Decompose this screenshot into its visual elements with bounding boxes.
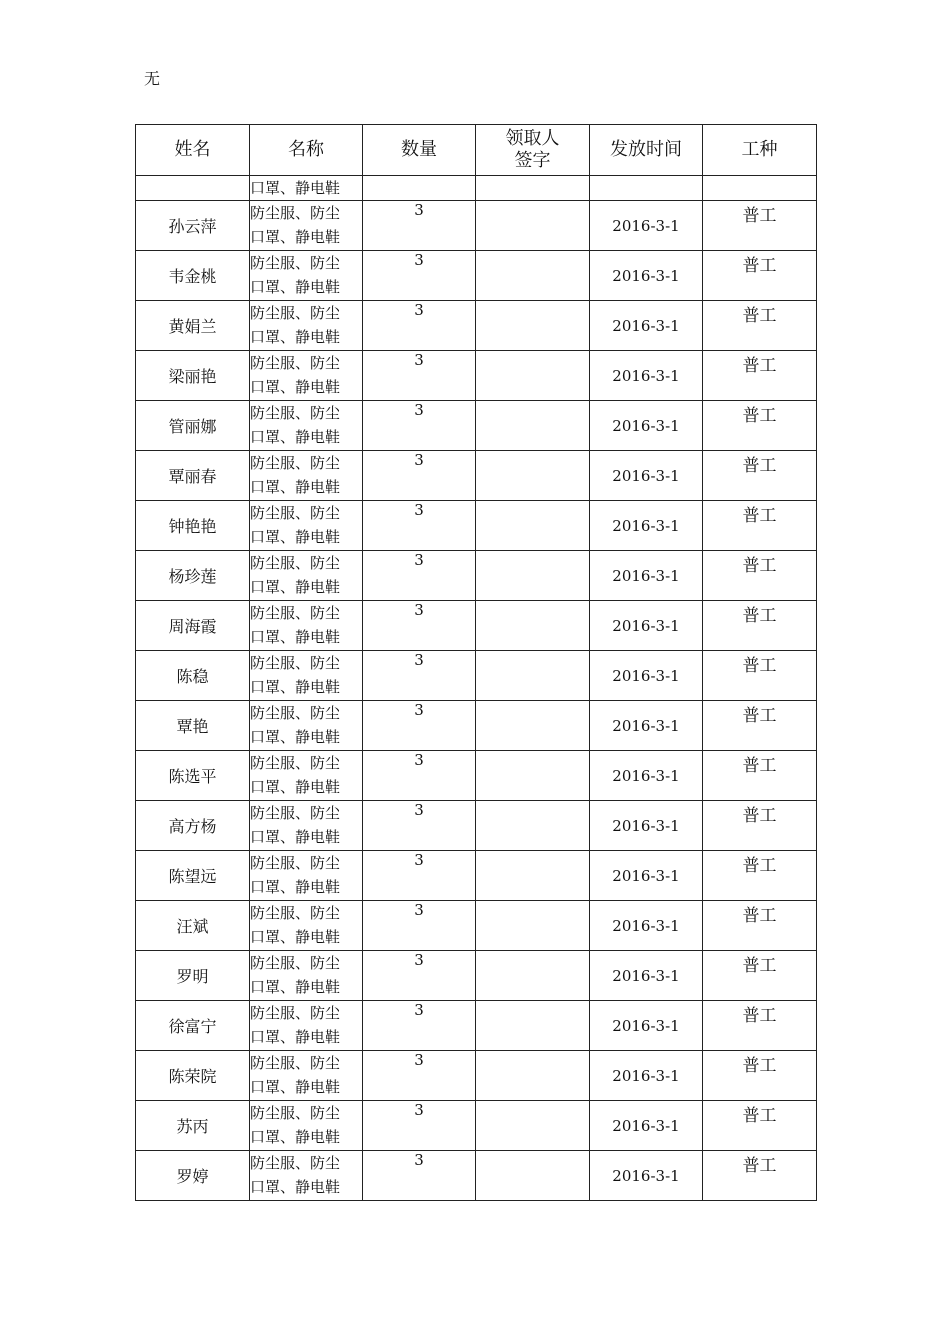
name-cell: 杨珍莲 xyxy=(136,551,250,601)
item-cell xyxy=(250,501,363,551)
type-cell: 普工 xyxy=(703,1051,817,1101)
qty-cell: 3 xyxy=(363,951,476,1001)
header-item: 名称 xyxy=(250,125,363,176)
table-row xyxy=(136,401,817,451)
item-cell xyxy=(250,351,363,401)
table-row xyxy=(136,451,817,501)
name-cell: 罗婷 xyxy=(136,1151,250,1201)
date-cell: 2016-3-1 xyxy=(590,801,703,851)
item-line-2: 口罩、静电鞋 xyxy=(250,278,341,296)
table-row xyxy=(136,201,817,251)
name-cell: 梁丽艳 xyxy=(136,351,250,401)
signature-cell[interactable] xyxy=(476,451,590,501)
name-cell: 高方杨 xyxy=(136,801,250,851)
item-cell xyxy=(250,1001,363,1051)
item-cell xyxy=(250,551,363,601)
type-cell: 普工 xyxy=(703,801,817,851)
item-cell xyxy=(250,751,363,801)
item-cell xyxy=(250,201,363,251)
item-line-1: 防尘服、防尘 xyxy=(250,504,341,522)
item-line-2: 口罩、静电鞋 xyxy=(250,478,341,496)
signature-cell[interactable] xyxy=(476,601,590,651)
continued-type-cell xyxy=(703,176,817,201)
table-row xyxy=(136,551,817,601)
item-line-2: 口罩、静电鞋 xyxy=(250,828,341,846)
header-signature-line2: 签字 xyxy=(514,150,551,171)
item-cell xyxy=(250,451,363,501)
item-cell xyxy=(250,651,363,701)
date-cell: 2016-3-1 xyxy=(590,601,703,651)
table-header-row xyxy=(136,125,817,176)
date-cell: 2016-3-1 xyxy=(590,1001,703,1051)
signature-cell[interactable] xyxy=(476,351,590,401)
item-line-2: 口罩、静电鞋 xyxy=(250,428,341,446)
signature-cell[interactable] xyxy=(476,701,590,751)
signature-cell[interactable] xyxy=(476,1101,590,1151)
date-cell: 2016-3-1 xyxy=(590,351,703,401)
table-row xyxy=(136,1151,817,1201)
continued-row xyxy=(136,176,817,201)
item-line-2: 口罩、静电鞋 xyxy=(250,978,341,996)
item-cell xyxy=(250,301,363,351)
item-line-1: 防尘服、防尘 xyxy=(250,854,341,872)
table-row xyxy=(136,751,817,801)
name-cell: 陈选平 xyxy=(136,751,250,801)
name-cell: 罗明 xyxy=(136,951,250,1001)
qty-cell: 3 xyxy=(363,801,476,851)
item-line-2: 口罩、静电鞋 xyxy=(250,728,341,746)
qty-cell: 3 xyxy=(363,251,476,301)
name-cell: 汪斌 xyxy=(136,901,250,951)
date-cell: 2016-3-1 xyxy=(590,1151,703,1201)
top-note: 无 xyxy=(144,69,161,88)
type-cell: 普工 xyxy=(703,1151,817,1201)
qty-cell: 3 xyxy=(363,1001,476,1051)
qty-cell: 3 xyxy=(363,1151,476,1201)
item-line-1: 防尘服、防尘 xyxy=(250,354,341,372)
table-row xyxy=(136,251,817,301)
type-cell: 普工 xyxy=(703,551,817,601)
signature-cell[interactable] xyxy=(476,551,590,601)
qty-cell: 3 xyxy=(363,1101,476,1151)
item-line-1: 防尘服、防尘 xyxy=(250,304,341,322)
item-line-1: 防尘服、防尘 xyxy=(250,954,341,972)
type-cell: 普工 xyxy=(703,251,817,301)
name-cell: 陈稳 xyxy=(136,651,250,701)
item-cell xyxy=(250,701,363,751)
type-cell: 普工 xyxy=(703,501,817,551)
date-cell: 2016-3-1 xyxy=(590,751,703,801)
item-line-2: 口罩、静电鞋 xyxy=(250,528,341,546)
qty-cell: 3 xyxy=(363,901,476,951)
name-cell: 覃丽春 xyxy=(136,451,250,501)
item-line-1: 防尘服、防尘 xyxy=(250,1054,341,1072)
date-cell: 2016-3-1 xyxy=(590,201,703,251)
type-cell: 普工 xyxy=(703,651,817,701)
qty-cell: 3 xyxy=(363,551,476,601)
item-line-1: 防尘服、防尘 xyxy=(250,554,341,572)
date-cell: 2016-3-1 xyxy=(590,551,703,601)
header-signature-line1: 领取人 xyxy=(505,128,560,149)
signature-cell[interactable] xyxy=(476,1051,590,1101)
name-cell: 周海霞 xyxy=(136,601,250,651)
table-row xyxy=(136,651,817,701)
item-cell xyxy=(250,851,363,901)
type-cell: 普工 xyxy=(703,1101,817,1151)
table-row xyxy=(136,701,817,751)
date-cell: 2016-3-1 xyxy=(590,1051,703,1101)
qty-cell: 3 xyxy=(363,201,476,251)
qty-cell: 3 xyxy=(363,751,476,801)
qty-cell: 3 xyxy=(363,851,476,901)
item-line-2: 口罩、静电鞋 xyxy=(250,1078,341,1096)
item-line-2: 口罩、静电鞋 xyxy=(250,778,341,796)
item-line-1: 防尘服、防尘 xyxy=(250,904,341,922)
continued-name-cell xyxy=(136,176,250,201)
qty-cell: 3 xyxy=(363,451,476,501)
item-line-1: 防尘服、防尘 xyxy=(250,1154,341,1172)
signature-cell[interactable] xyxy=(476,401,590,451)
qty-cell: 3 xyxy=(363,651,476,701)
table-row xyxy=(136,501,817,551)
date-cell: 2016-3-1 xyxy=(590,251,703,301)
signature-cell[interactable] xyxy=(476,1151,590,1201)
signature-cell[interactable] xyxy=(476,651,590,701)
table-row xyxy=(136,1051,817,1101)
table-row xyxy=(136,301,817,351)
table-row xyxy=(136,351,817,401)
item-cell xyxy=(250,951,363,1001)
type-cell: 普工 xyxy=(703,751,817,801)
header-name: 姓名 xyxy=(136,125,250,176)
qty-cell: 3 xyxy=(363,701,476,751)
name-cell: 孙云萍 xyxy=(136,201,250,251)
item-cell xyxy=(250,801,363,851)
type-cell: 普工 xyxy=(703,351,817,401)
header-signature xyxy=(476,125,590,176)
qty-cell: 3 xyxy=(363,601,476,651)
type-cell: 普工 xyxy=(703,601,817,651)
item-line-1: 防尘服、防尘 xyxy=(250,804,341,822)
item-cell xyxy=(250,251,363,301)
qty-cell: 3 xyxy=(363,501,476,551)
item-cell xyxy=(250,1151,363,1201)
type-cell: 普工 xyxy=(703,451,817,501)
item-line-2: 口罩、静电鞋 xyxy=(250,578,341,596)
type-cell: 普工 xyxy=(703,301,817,351)
item-line-1: 防尘服、防尘 xyxy=(250,704,341,722)
continued-item-cell: 口罩、静电鞋 xyxy=(250,176,363,201)
table-row xyxy=(136,1001,817,1051)
item-line-2: 口罩、静电鞋 xyxy=(250,678,341,696)
item-line-1: 防尘服、防尘 xyxy=(250,454,341,472)
signature-cell[interactable] xyxy=(476,801,590,851)
header-qty: 数量 xyxy=(363,125,476,176)
qty-cell: 3 xyxy=(363,351,476,401)
type-cell: 普工 xyxy=(703,851,817,901)
name-cell: 黄娟兰 xyxy=(136,301,250,351)
name-cell: 韦金桃 xyxy=(136,251,250,301)
qty-cell: 3 xyxy=(363,301,476,351)
item-line-2: 口罩、静电鞋 xyxy=(250,328,341,346)
item-cell xyxy=(250,401,363,451)
continued-date-cell xyxy=(590,176,703,201)
type-cell: 普工 xyxy=(703,1001,817,1051)
signature-cell[interactable] xyxy=(476,501,590,551)
item-cell xyxy=(250,901,363,951)
item-line-2: 口罩、静电鞋 xyxy=(250,628,341,646)
signature-cell[interactable] xyxy=(476,1001,590,1051)
item-cell xyxy=(250,601,363,651)
name-cell: 陈荣院 xyxy=(136,1051,250,1101)
date-cell: 2016-3-1 xyxy=(590,401,703,451)
date-cell: 2016-3-1 xyxy=(590,501,703,551)
item-line-2: 口罩、静电鞋 xyxy=(250,228,341,246)
name-cell: 苏丙 xyxy=(136,1101,250,1151)
date-cell: 2016-3-1 xyxy=(590,451,703,501)
signature-cell[interactable] xyxy=(476,301,590,351)
date-cell: 2016-3-1 xyxy=(590,701,703,751)
date-cell: 2016-3-1 xyxy=(590,1101,703,1151)
table-row xyxy=(136,601,817,651)
header-type: 工种 xyxy=(703,125,817,176)
table-row xyxy=(136,851,817,901)
item-line-2: 口罩、静电鞋 xyxy=(250,1128,341,1146)
item-cell xyxy=(250,1101,363,1151)
header-date: 发放时间 xyxy=(590,125,703,176)
signature-cell[interactable] xyxy=(476,951,590,1001)
name-cell: 陈望远 xyxy=(136,851,250,901)
item-line-2: 口罩、静电鞋 xyxy=(250,378,341,396)
continued-qty-cell xyxy=(363,176,476,201)
item-line-2: 口罩、静电鞋 xyxy=(250,878,341,896)
distribution-table xyxy=(135,124,817,1201)
item-line-2: 口罩、静电鞋 xyxy=(250,1178,341,1196)
item-line-1: 防尘服、防尘 xyxy=(250,754,341,772)
name-cell: 覃艳 xyxy=(136,701,250,751)
signature-cell[interactable] xyxy=(476,201,590,251)
signature-cell[interactable] xyxy=(476,251,590,301)
signature-cell[interactable] xyxy=(476,851,590,901)
item-line-2: 口罩、静电鞋 xyxy=(250,1028,341,1046)
type-cell: 普工 xyxy=(703,701,817,751)
table-row xyxy=(136,951,817,1001)
name-cell: 徐富宁 xyxy=(136,1001,250,1051)
item-line-1: 防尘服、防尘 xyxy=(250,1104,341,1122)
item-cell xyxy=(250,1051,363,1101)
item-line-2: 口罩、静电鞋 xyxy=(250,928,341,946)
item-line-1: 防尘服、防尘 xyxy=(250,654,341,672)
date-cell: 2016-3-1 xyxy=(590,851,703,901)
signature-cell[interactable] xyxy=(476,901,590,951)
item-line-1: 防尘服、防尘 xyxy=(250,404,341,422)
item-line-1: 防尘服、防尘 xyxy=(250,604,341,622)
qty-cell: 3 xyxy=(363,401,476,451)
qty-cell: 3 xyxy=(363,1051,476,1101)
table-row xyxy=(136,801,817,851)
table-row xyxy=(136,901,817,951)
type-cell: 普工 xyxy=(703,401,817,451)
item-line-1: 防尘服、防尘 xyxy=(250,1004,341,1022)
type-cell: 普工 xyxy=(703,901,817,951)
continued-sign-cell xyxy=(476,176,590,201)
date-cell: 2016-3-1 xyxy=(590,951,703,1001)
type-cell: 普工 xyxy=(703,951,817,1001)
name-cell: 钟艳艳 xyxy=(136,501,250,551)
type-cell: 普工 xyxy=(703,201,817,251)
signature-cell[interactable] xyxy=(476,751,590,801)
date-cell: 2016-3-1 xyxy=(590,651,703,701)
item-line-1: 防尘服、防尘 xyxy=(250,204,341,222)
date-cell: 2016-3-1 xyxy=(590,901,703,951)
date-cell: 2016-3-1 xyxy=(590,301,703,351)
table-row xyxy=(136,1101,817,1151)
item-line-1: 防尘服、防尘 xyxy=(250,254,341,272)
name-cell: 管丽娜 xyxy=(136,401,250,451)
